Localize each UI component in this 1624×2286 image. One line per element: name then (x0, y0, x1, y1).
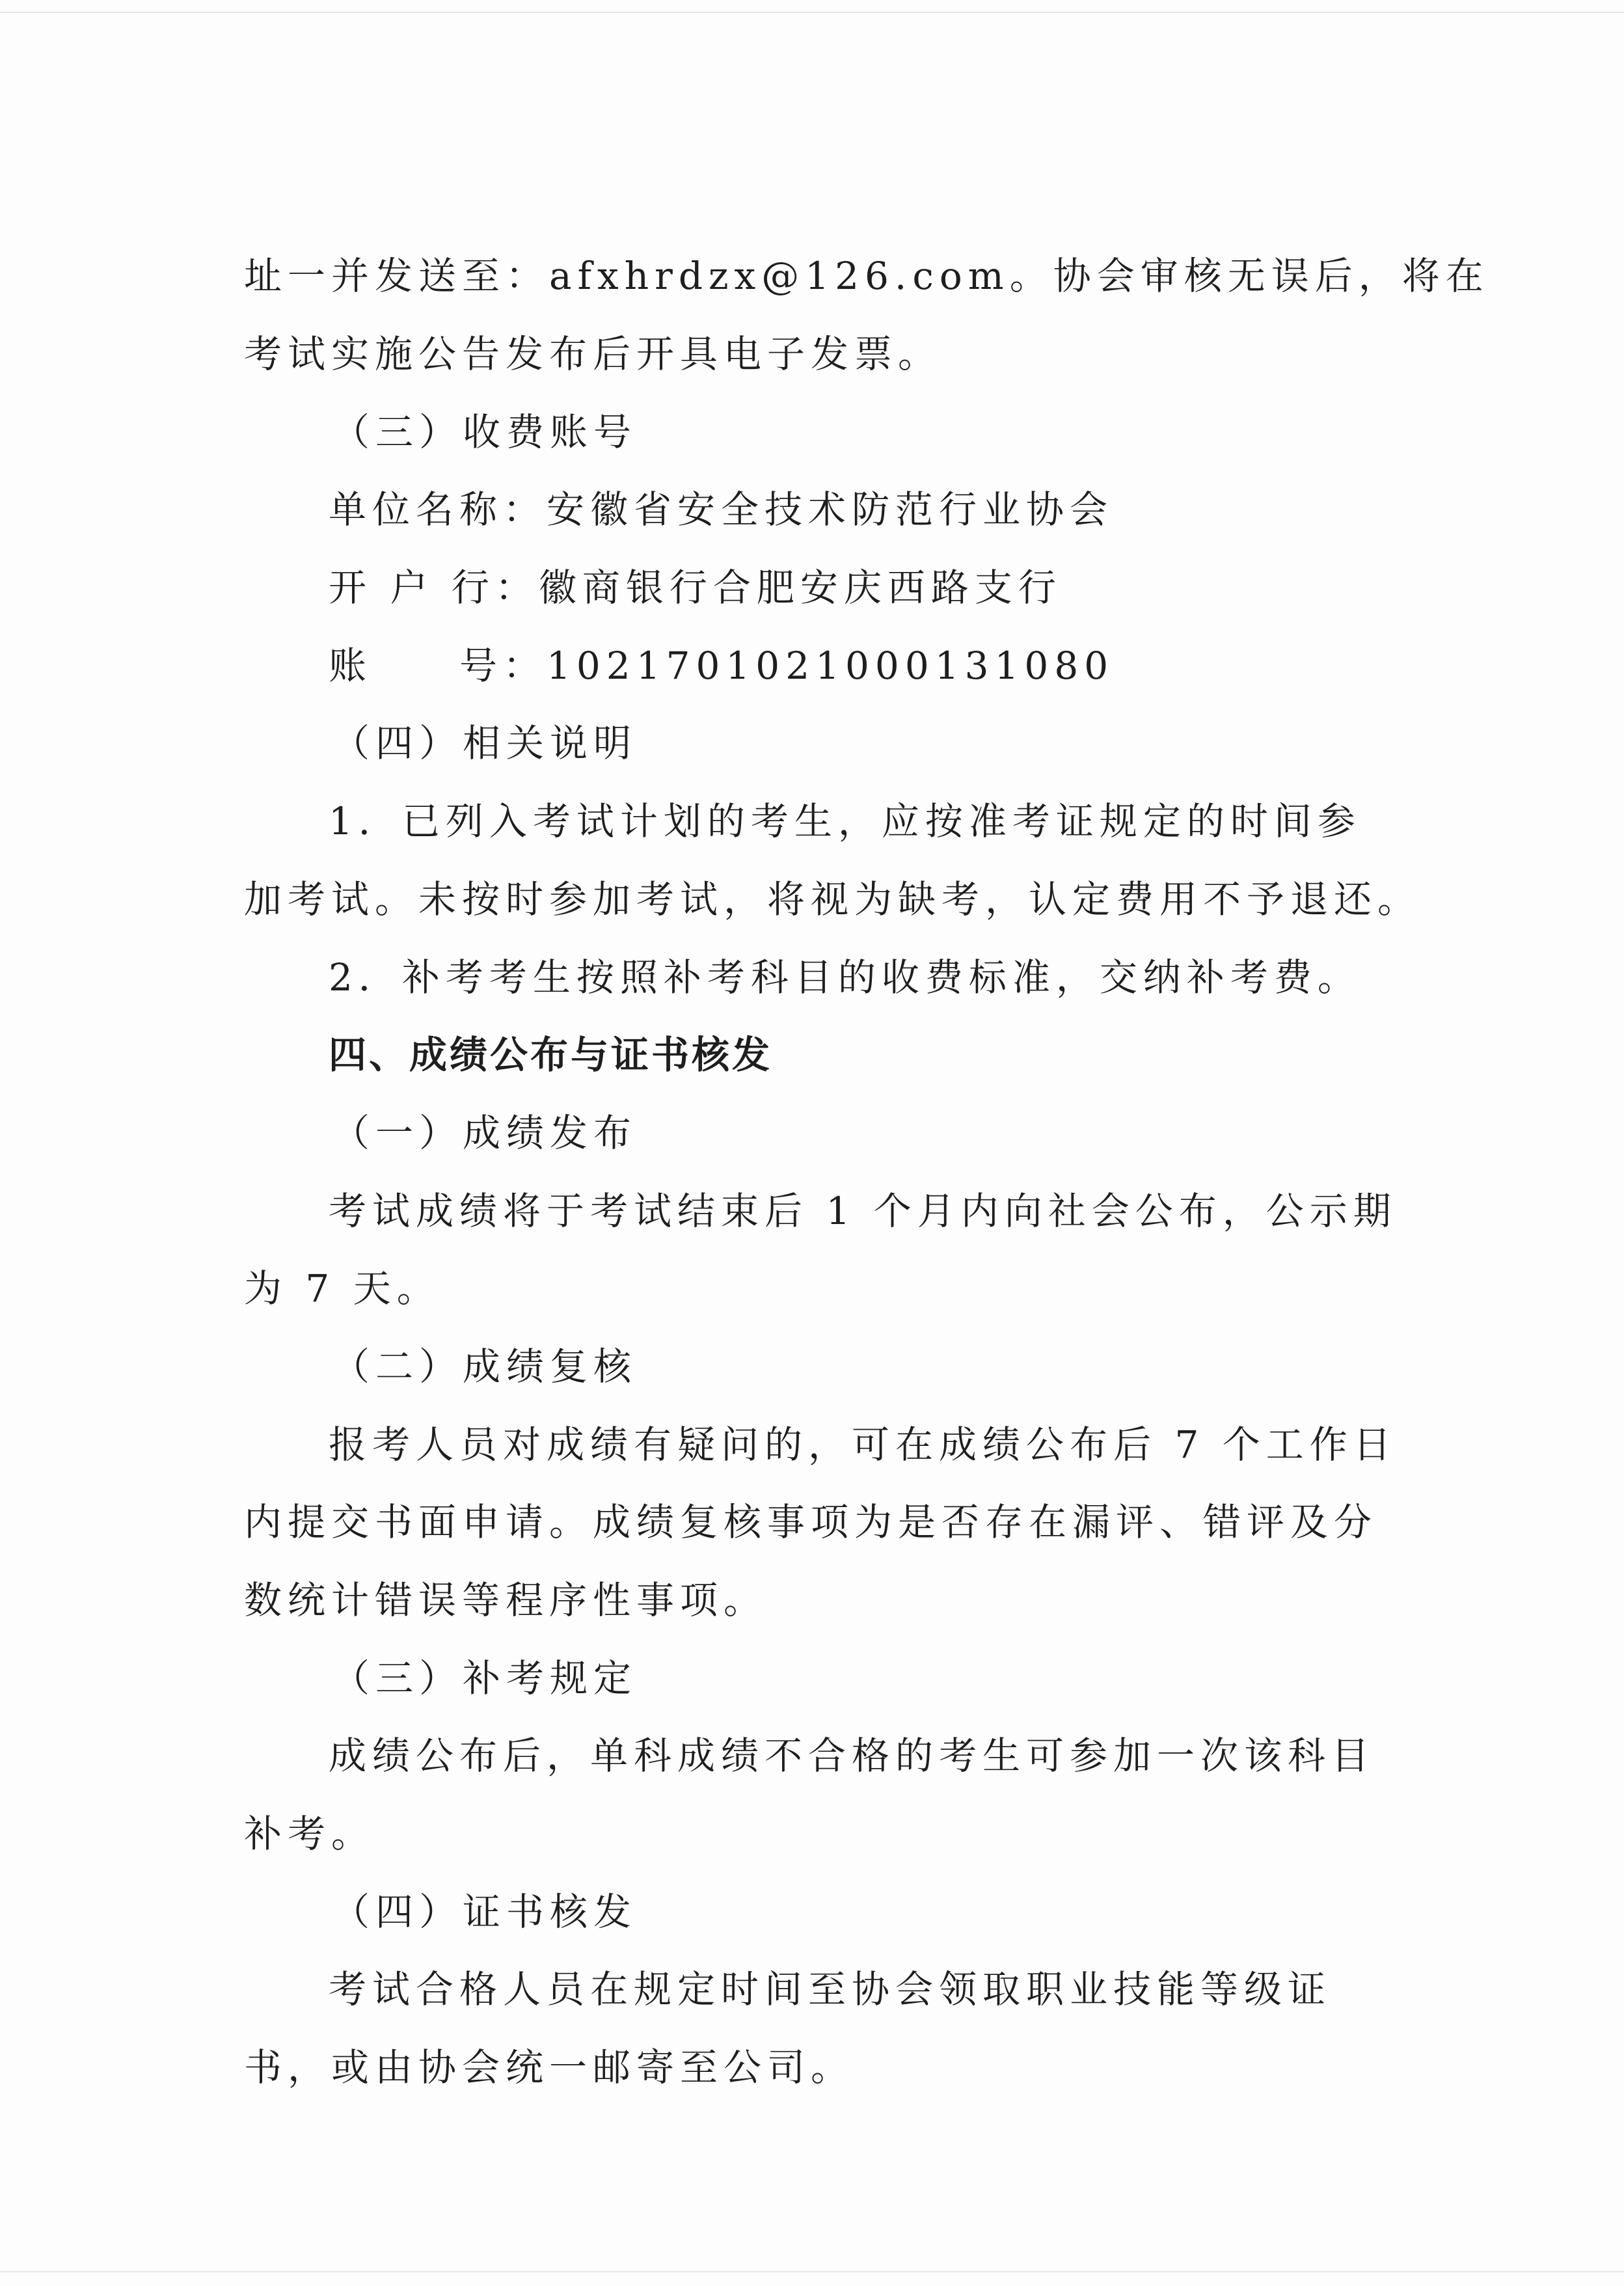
paragraph-line: 加考试。未按时参加考试，将视为缺考，认定费用不予退还。 (244, 877, 1422, 921)
section-subheading: （二）成绩复核 (332, 1344, 638, 1389)
paragraph-line: 为 7 天。 (244, 1266, 440, 1311)
paragraph-line: 内提交书面申请。成绩复核事项为是否存在漏评、错评及分 (244, 1500, 1378, 1544)
paragraph-line: 1．已列入考试计划的考生，应按准考证规定的时间参 (329, 799, 1361, 843)
paragraph-line: 数统计错误等程序性事项。 (244, 1578, 768, 1622)
section-subheading: （三）补考规定 (332, 1656, 638, 1700)
account-unit-name: 单位名称：安徽省安全技术防范行业协会 (329, 487, 1114, 532)
account-bank: 开 户 行：徽商银行合肥安庆西路支行 (329, 565, 1062, 610)
paragraph-line: 书，或由协会统一邮寄至公司。 (244, 2045, 855, 2089)
paragraph-line: 报考人员对成绩有疑问的，可在成绩公布后 7 个工作日 (329, 1422, 1397, 1467)
section-subheading: （四）相关说明 (332, 721, 638, 765)
paragraph-line: 考试实施公告发布后开具电子发票。 (244, 332, 942, 376)
section-subheading: （三）收费账号 (332, 410, 638, 454)
paragraph-line: 补考。 (244, 1812, 375, 1856)
paragraph-line: 址一并发送至：afxhrdzx@126.com。协会审核无误后，将在 (244, 254, 1489, 298)
paragraph-line: 考试成绩将于考试结束后 1 个月内向社会公布，公示期 (329, 1189, 1397, 1233)
paragraph-line: 成绩公布后，单科成绩不合格的考生可参加一次该科目 (329, 1734, 1375, 1778)
account-number: 账 号：102170102100013108​0 (329, 644, 1115, 688)
paragraph-line: 考试合格人员在规定时间至协会领取职业技能等级证 (329, 1967, 1332, 2011)
scan-edge-bottom (0, 2271, 1624, 2272)
section-subheading: （四）证书核发 (332, 1890, 638, 1934)
section-heading: 四、成绩公布与证书核发 (329, 1033, 773, 1077)
section-subheading: （一）成绩发布 (332, 1111, 638, 1155)
scan-edge-top (0, 12, 1624, 13)
paragraph-line: 2．补考考生按照补考科目的收费标准，交纳补考费。 (329, 955, 1361, 1000)
